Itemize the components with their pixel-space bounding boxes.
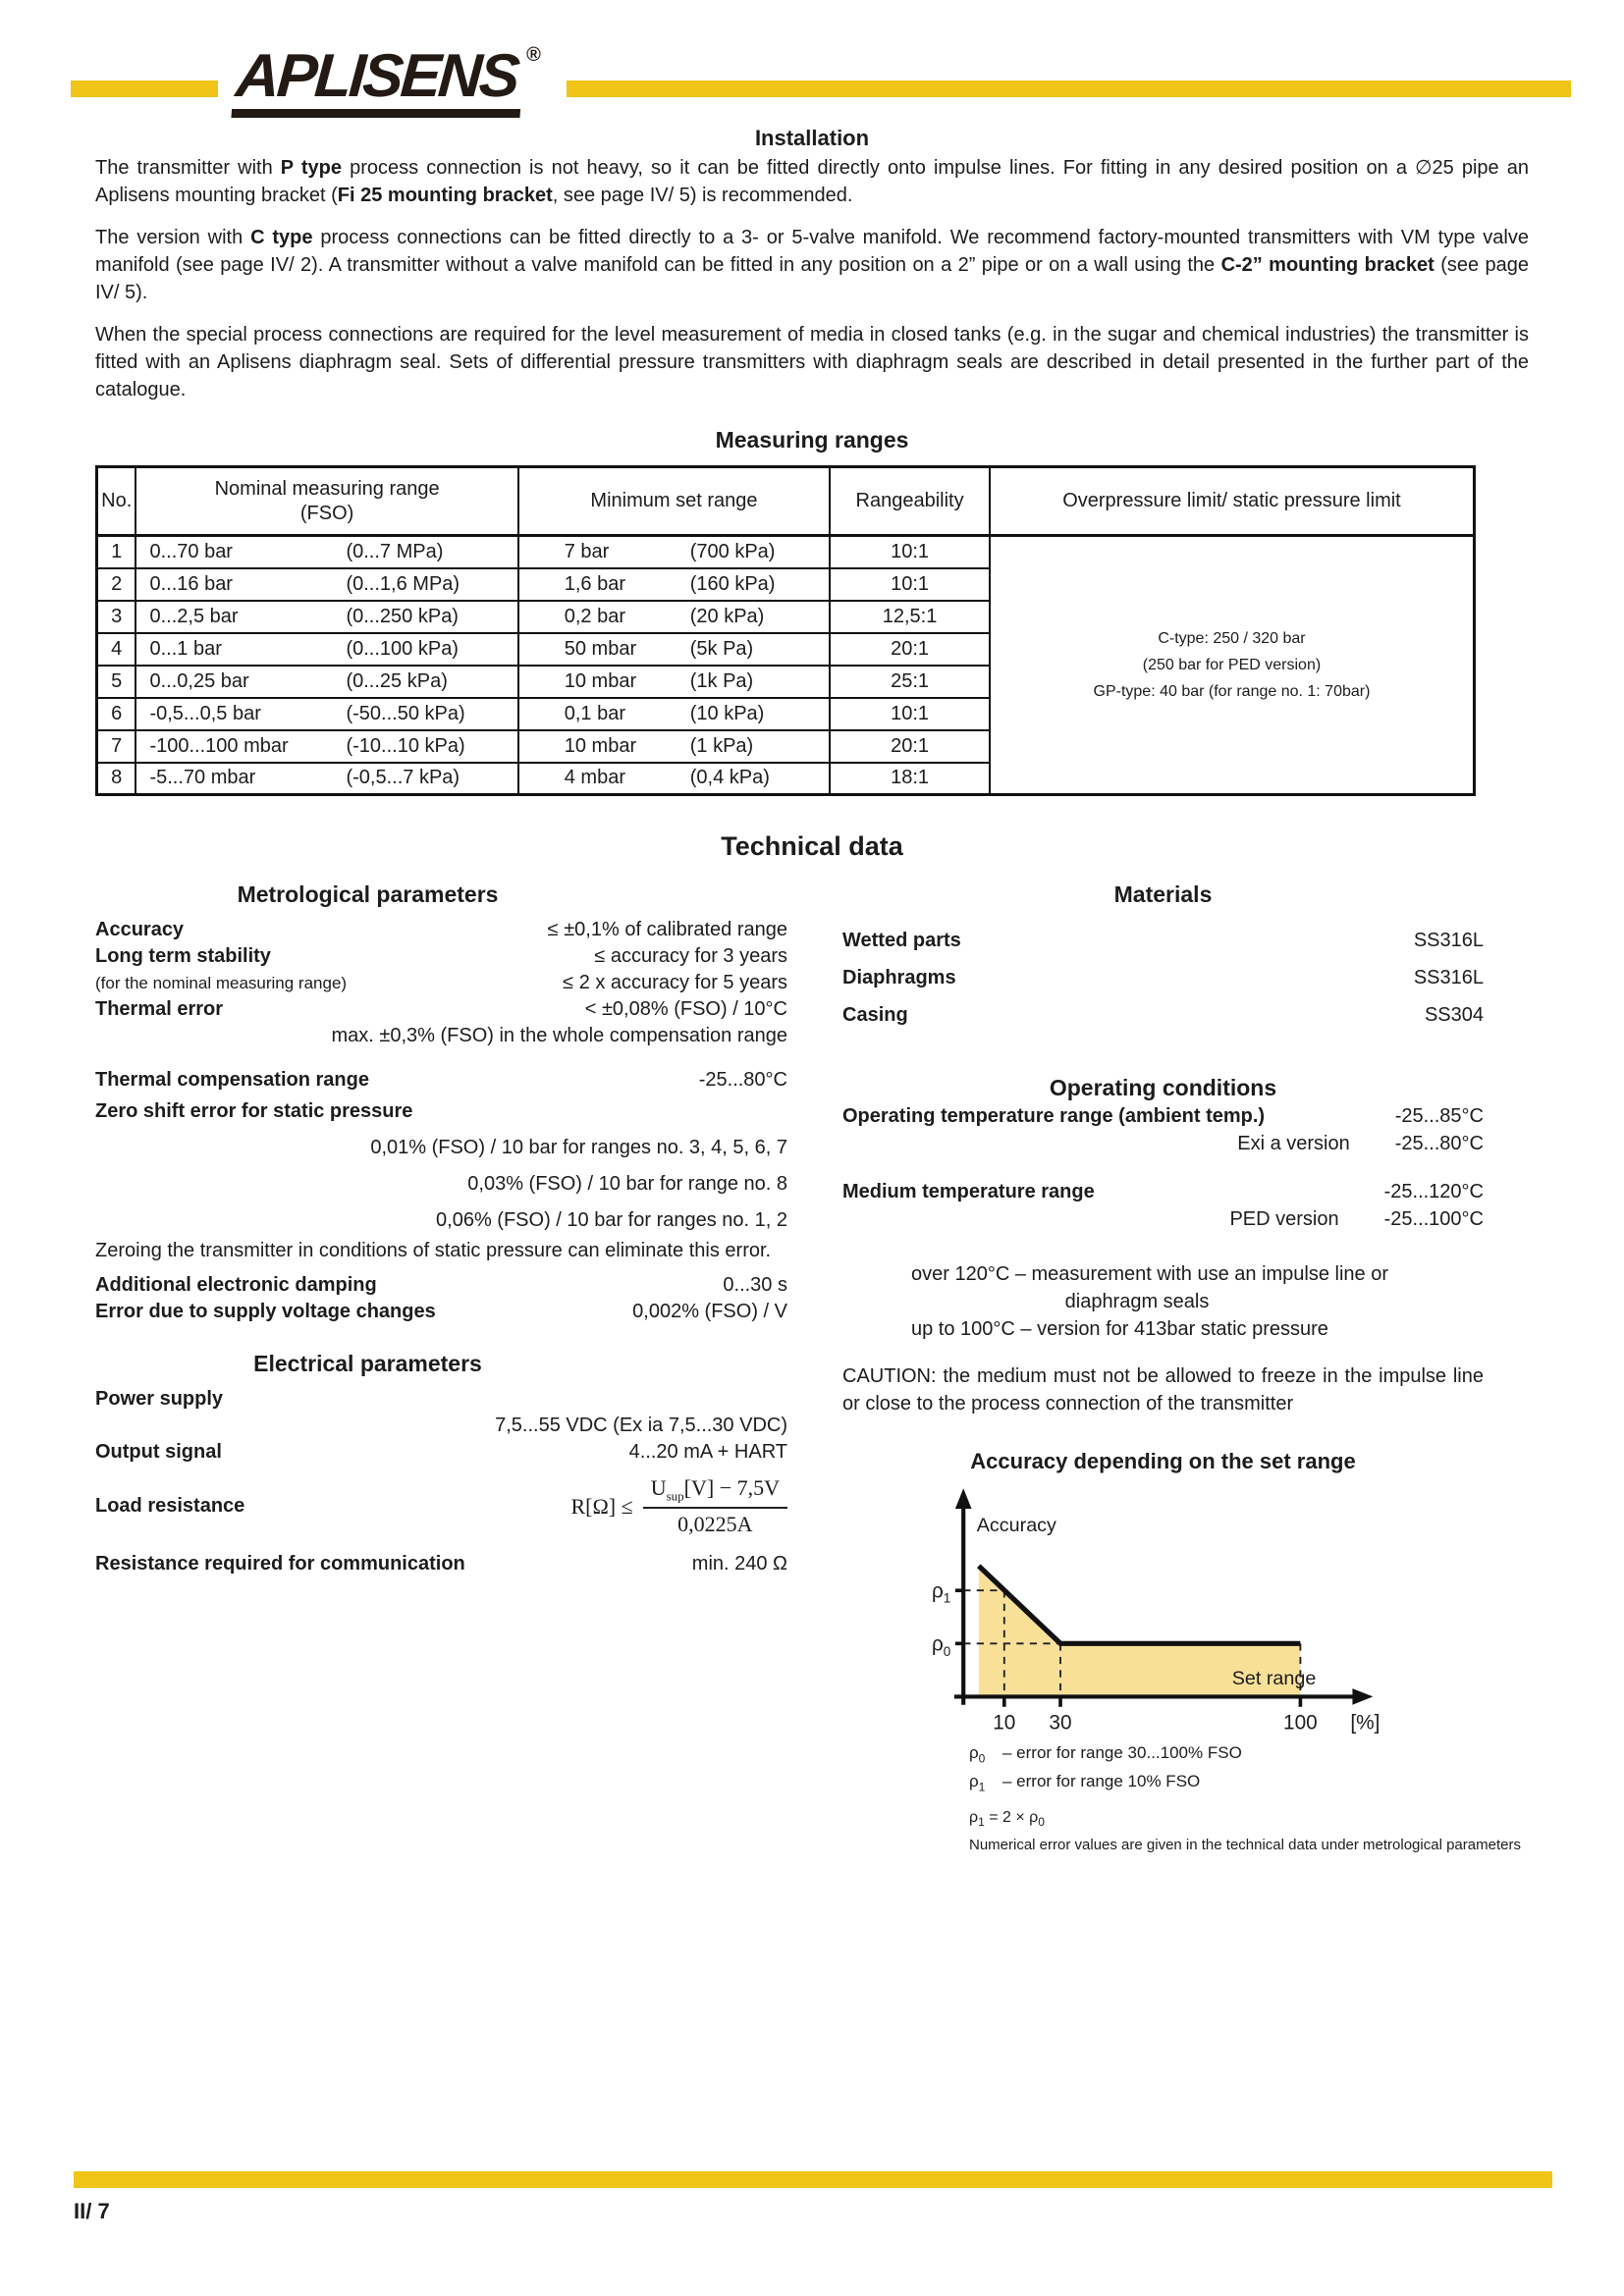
load-resistance-formula [570, 1475, 787, 1537]
spec-row-long-term-stability [95, 943, 787, 970]
spec-label: PED version [1229, 1208, 1339, 1230]
measuring-ranges-title: Measuring ranges [715, 427, 909, 453]
x-axis-arrow-icon [1352, 1688, 1373, 1705]
column-header-no: No. [97, 467, 136, 536]
rho1-label: $\rho_1$ [931, 1579, 951, 1606]
spec-label: Exi a version [1237, 1133, 1350, 1154]
spec-value: -25...100°C [1383, 1208, 1484, 1230]
installation-paragraph-3: When the special process connections are required for the level measurement of media in closed tanks (e.g. in the sugar and chemical industries) the transmitter is fitted with an Aplisens diaphragm seal. Sets of differential pressure transmitters with diaphragm seals are described in detail presented in the further part of the catalogue. [95, 324, 1529, 400]
legend-text: – error for range 10% FSO [1002, 1772, 1201, 1791]
registered-mark-icon: ® [526, 43, 541, 66]
cell-no: 2 [97, 568, 136, 601]
spec-row-communication-resistance [95, 1551, 787, 1577]
spec-row-exi-version [842, 1130, 1484, 1157]
zero-shift-line: 0,01% (FSO) / 10 bar for ranges no. 3, 4, 5, 6, 7 [370, 1137, 787, 1158]
legend-line-rho0 [969, 1741, 1484, 1770]
footer-yellow-bar [74, 2171, 1552, 2188]
cell-rangeability: 20:1 [830, 730, 990, 763]
spec-row-output-signal [95, 1439, 787, 1466]
cell-min-set: 4 mbar (0,4 kPa) [518, 763, 830, 795]
spec-value: 0...30 s [723, 1274, 787, 1296]
spec-value: min. 240 Ω [691, 1553, 787, 1575]
material-label: Wetted parts [842, 930, 961, 951]
formula-lhs: R[Ω] ≤ [570, 1493, 633, 1519]
cell-nominal: 0...0,25 bar (0...25 kPa) [135, 666, 517, 698]
cell-nominal: 0...70 bar (0...7 MPa) [135, 536, 517, 568]
spec-label: Resistance required for communication [95, 1553, 465, 1575]
cell-nominal: -5...70 mbar (-0,5...7 kPa) [135, 763, 517, 795]
spec-label: Additional electronic damping [95, 1274, 377, 1296]
legend-text: – error for range 30...100% FSO [1002, 1743, 1242, 1762]
material-value: SS304 [1424, 1004, 1484, 1026]
cell-min-set: 50 mbar (5k Pa) [518, 633, 830, 666]
note-over-120: over 120°C – measurement with use an impulse line or [911, 1263, 1389, 1285]
spec-row-supply-error [95, 1299, 787, 1325]
cell-no: 3 [97, 601, 136, 633]
x-unit-label: [%] [1350, 1711, 1380, 1735]
cell-overpressure-limit: C-type: 250 / 320 bar (250 bar for PED version) GP-type: 40 bar (for range no. 1: 70bar) [990, 536, 1475, 795]
installation-paragraph-1: The transmitter with P type process connection is not heavy, so it can be fitted directly onto impulse lines. For fitting in any desired position on a ∅25 pipe an Aplisens mounting bracket (Fi 25 mounting bracket, see page IV/ 5) is recommended. [95, 157, 1529, 206]
temperature-notes [911, 1260, 1461, 1343]
cell-no: 4 [97, 633, 136, 666]
legend-note: Numerical error values are given in the technical data under metrological parameters [969, 1836, 1521, 1853]
spec-value: < ±0,08% (FSO) / 10°C [584, 998, 787, 1020]
cell-min-set: 0,1 bar (10 kPa) [518, 698, 830, 730]
cell-nominal: 0...2,5 bar (0...250 kPa) [135, 601, 517, 633]
spec-value: ≤ accuracy for 3 years [594, 945, 787, 967]
spec-label: Accuracy [95, 919, 185, 940]
cell-nominal: 0...16 bar (0...1,6 MPa) [135, 568, 517, 601]
cell-no: 8 [97, 763, 136, 795]
spec-row-medium-temp [842, 1179, 1484, 1205]
logo-text: APLISENS [231, 46, 524, 118]
spec-row-damping [95, 1272, 787, 1299]
formula-denominator: 0,0225A [643, 1507, 787, 1537]
material-label: Diaphragms [842, 967, 956, 988]
operating-conditions-heading: Operating conditions [1049, 1075, 1277, 1100]
material-value: SS316L [1413, 967, 1484, 988]
spec-label: Operating temperature range (ambient temp.) [842, 1105, 1266, 1127]
installation-title: Installation [754, 126, 870, 150]
cell-nominal: -100...100 mbar (-10...10 kPa) [135, 730, 517, 763]
aplisens-logo [234, 41, 541, 132]
column-header-overpressure: Overpressure limit/ static pressure limit [990, 467, 1475, 536]
document-body [95, 126, 1529, 1855]
material-row-wetted-parts [842, 922, 1484, 959]
cell-rangeability: 10:1 [830, 536, 990, 568]
left-column [95, 881, 787, 1855]
cell-no: 5 [97, 666, 136, 698]
material-row-casing [842, 996, 1484, 1034]
column-header-min-set: Minimum set range [518, 467, 830, 536]
note-up-to-100: up to 100°C – version for 413bar static pressure [911, 1318, 1328, 1340]
spec-value: ≤ ±0,1% of calibrated range [547, 919, 787, 940]
x-tick-label-10: 10 [993, 1711, 1016, 1735]
cell-rangeability: 25:1 [830, 666, 990, 698]
cell-rangeability: 20:1 [830, 633, 990, 666]
spec-label: Load resistance [95, 1495, 245, 1518]
spec-label: Thermal error [95, 998, 224, 1020]
cell-min-set: 7 bar (700 kPa) [518, 536, 830, 568]
measuring-ranges-table [95, 465, 1476, 796]
spec-value: -25...85°C [1394, 1105, 1484, 1127]
column-header-rangeability: Rangeability [830, 467, 990, 536]
x-axis-label: Set range [1231, 1667, 1317, 1689]
cell-nominal: 0...1 bar (0...100 kPa) [135, 633, 517, 666]
spec-row-ped-version [842, 1205, 1484, 1233]
header-yellow-bar-right [567, 80, 1571, 97]
zero-shift-note: Zeroing the transmitter in conditions of static pressure can eliminate this error. [95, 1240, 772, 1261]
spec-label: Output signal [95, 1441, 222, 1463]
spec-row-long-term-note [95, 970, 787, 996]
spec-value: 0,002% (FSO) / V [632, 1301, 787, 1322]
cell-no: 1 [97, 536, 136, 568]
spec-row-thermal-error [95, 996, 787, 1023]
spec-row-load-resistance [95, 1475, 787, 1537]
table-header-row [97, 467, 1475, 536]
rho0-label: $\rho_0$ [931, 1632, 951, 1659]
formula-fraction [643, 1475, 787, 1537]
cell-min-set: 10 mbar (1k Pa) [518, 666, 830, 698]
cell-rangeability: 18:1 [830, 763, 990, 795]
material-row-diaphragms [842, 959, 1484, 996]
note-over-120-cont: diaphragm seals [1064, 1291, 1210, 1312]
power-supply-value: 7,5...55 VDC (Ex ia 7,5...30 VDC) [495, 1415, 787, 1436]
technical-columns [95, 881, 1529, 1855]
y-axis-label: Accuracy [976, 1514, 1056, 1536]
legend-line-rho1 [969, 1770, 1484, 1798]
cell-no: 7 [97, 730, 136, 763]
right-column [842, 881, 1521, 1855]
metrological-heading: Metrological parameters [237, 881, 499, 907]
power-supply-label: Power supply [95, 1388, 224, 1410]
legend-symbol: $\rho_1$ [969, 1772, 986, 1794]
cell-rangeability: 10:1 [830, 568, 990, 601]
technical-data-title: Technical data [721, 831, 903, 861]
accuracy-chart [907, 1482, 1418, 1737]
spec-value: 4...20 mA + HART [628, 1441, 787, 1463]
chart-legend [969, 1741, 1521, 1855]
legend-symbol: $\rho_0$ [969, 1743, 986, 1766]
page-number: II/ 7 [74, 2199, 110, 2223]
spec-row-thermal-compensation [95, 1067, 787, 1094]
table-row [97, 536, 1475, 568]
thermal-error-max-line: max. ±0,3% (FSO) in the whole compensation range [331, 1025, 787, 1046]
cell-min-set: 10 mbar (1 kPa) [518, 730, 830, 763]
spec-value: ≤ 2 x accuracy for 5 years [563, 972, 787, 993]
formula-numerator: $U_{sup}[V] - 7,5V$ [650, 1475, 780, 1504]
material-label: Casing [842, 1004, 908, 1026]
spec-label: Error due to supply voltage changes [95, 1301, 436, 1322]
y-axis-arrow-icon [955, 1488, 972, 1509]
spec-row-accuracy [95, 917, 787, 943]
cell-min-set: 0,2 bar (20 kPa) [518, 601, 830, 633]
zero-shift-line: 0,06% (FSO) / 10 bar for ranges no. 1, 2 [436, 1209, 787, 1231]
material-value: SS316L [1413, 930, 1484, 951]
cell-rangeability: 12,5:1 [830, 601, 990, 633]
spec-label: Medium temperature range [842, 1181, 1095, 1202]
cell-nominal: -0,5...0,5 bar (-50...50 kPa) [135, 698, 517, 730]
legend-equation: $\rho_1 = 2 \times \rho_0$ [969, 1808, 1045, 1829]
accuracy-chart-block [907, 1482, 1484, 1737]
header-yellow-bar-left [71, 80, 218, 97]
header [71, 39, 1571, 137]
cell-rangeability: 10:1 [830, 698, 990, 730]
x-tick-label-30: 30 [1049, 1711, 1072, 1735]
spec-label: Thermal compensation range [95, 1069, 369, 1091]
materials-heading: Materials [1113, 881, 1213, 907]
accuracy-chart-title: Accuracy depending on the set range [970, 1449, 1356, 1473]
installation-paragraph-2: The version with C type process connections can be fitted directly to a 3- or 5-valve manifold. We recommend factory-mounted transmitters with VM type valve manifold (see page IV/ 2). A transmitter without a valve manifold can be fitted in any position on a 2” pipe or on a wall using the C-2” mounting bracket (see page IV/ 5). [95, 227, 1530, 303]
electrical-heading: Electrical parameters [253, 1351, 482, 1376]
cell-no: 6 [97, 698, 136, 730]
x-tick-label-100: 100 [1283, 1711, 1318, 1735]
spec-label: Long term stability [95, 945, 271, 967]
spec-value: -25...120°C [1383, 1181, 1484, 1202]
spec-label: (for the nominal measuring range) [95, 974, 348, 992]
cell-min-set: 1,6 bar (160 kPa) [518, 568, 830, 601]
spec-value: -25...80°C [698, 1069, 787, 1091]
zero-shift-line: 0,03% (FSO) / 10 bar for range no. 8 [467, 1173, 787, 1195]
spec-value: -25...80°C [1394, 1133, 1484, 1154]
caution-paragraph: CAUTION: the medium must not be allowed to freeze in the impulse line or close to the process connection of the transmitter [842, 1365, 1484, 1415]
column-header-nominal: Nominal measuring range (FSO) [135, 467, 517, 536]
spec-row-ambient-temp [842, 1103, 1484, 1130]
zero-shift-heading: Zero shift error for static pressure [95, 1100, 413, 1122]
